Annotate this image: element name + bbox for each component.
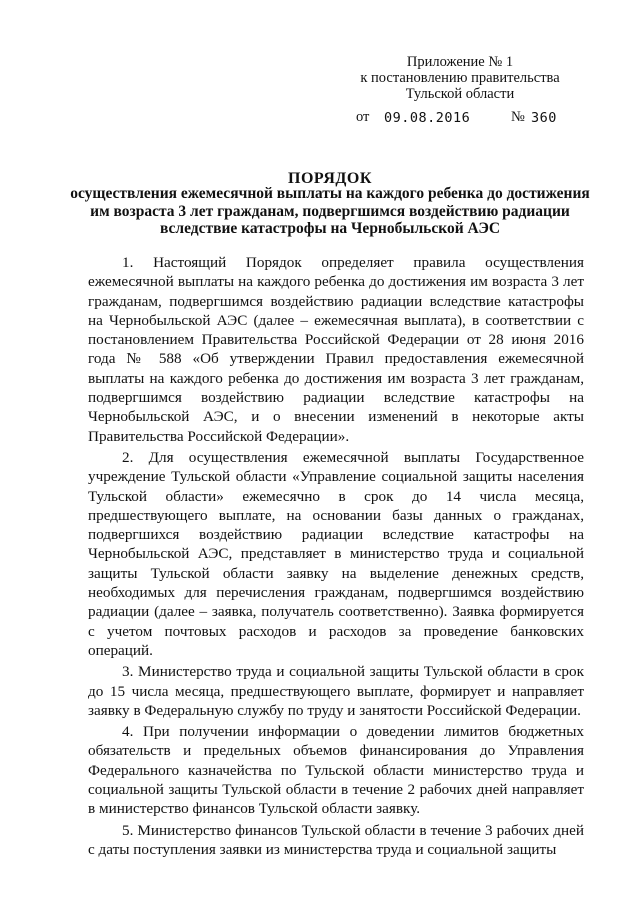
decree-number: 360	[531, 110, 557, 126]
paragraph-4: 4. При получении информации о доведении лимитов бюджетных обязательств и предельных объемов финансирования до Управления Федерального казначейства по Тульской области министерство труда и социальной защиты Тульской области в течение 2 рабочих дней направляет в министерство финансов Тульской области заявку.	[88, 723, 584, 818]
paragraph-3: 3. Министерство труда и социальной защиты Тульской области в срок до 15 числа месяца, предшествующего выплате, формирует и направляет заявку в Федеральную службу по труду и занятости Российской Федерации.	[88, 663, 584, 719]
document-title: ПОРЯДОК	[288, 170, 372, 187]
decree-date-number	[356, 109, 557, 126]
paragraph-1: 1. Настоящий Порядок определяет правила осуществления ежемесячной выплаты на каждого ребенка до достижения им возраста 3 лет гражданам, подвергшимся воздействию радиации вследствие катастрофы на Чернобыльской АЭС (далее – ежемесячная выплата), в соответствии с постановлением Правительства Российской Федерации от 28 июня 2016 года № 588 «Об утверждении Правил предоставления ежемесячной выплаты на каждого ребенка до достижения им возраста 3 лет гражданам, подвергшимся воздействию радиации вследствие катастрофы на Чернобыльской АЭС, и о внесении изменений в некоторые акты Правительства Российской Федерации».	[88, 254, 584, 445]
appendix-header	[340, 54, 580, 102]
appendix-number: Приложение № 1	[406, 54, 514, 70]
document-body	[88, 253, 584, 861]
appendix-region: Тульской области	[405, 86, 515, 102]
decree-number-label: №	[511, 109, 525, 125]
paragraph-2: 2. Для осуществления ежемесячной выплаты Государственное учреждение Тульской области «Управление социальной защиты населения Тульской области» ежемесячно в срок до 14 числа месяца, предшествующего выплате, на основании базы данных о гражданах, подвергшихся воздействию радиации вследствие катастрофы на Чернобыльской АЭС, представляет в министерство труда и социальной защиты Тульской области заявку на выделение денежных средств, необходимых для перечисления гражданам, подвергшимся воздействию радиации (далее – заявка, получатель соответственно). Заявка формируется с учетом почтовых расходов и расходов за проведение банковских операций.	[88, 448, 584, 659]
document-subtitle: осуществления ежемесячной выплаты на каждого ребенка до достижения им возраста 3 лет гражданам, подвергшимся воздействию радиации вследствие катастрофы на Чернобыльской АЭС	[70, 185, 590, 237]
appendix-decree-ref: к постановлению правительства	[360, 70, 560, 86]
decree-date: 09.08.2016	[384, 110, 471, 126]
paragraph-5: 5. Министерство финансов Тульской области в течение 3 рабочих дней с даты поступления заявки из министерства труда и социальной защиты	[88, 821, 584, 858]
decree-from-label: от	[356, 109, 370, 125]
